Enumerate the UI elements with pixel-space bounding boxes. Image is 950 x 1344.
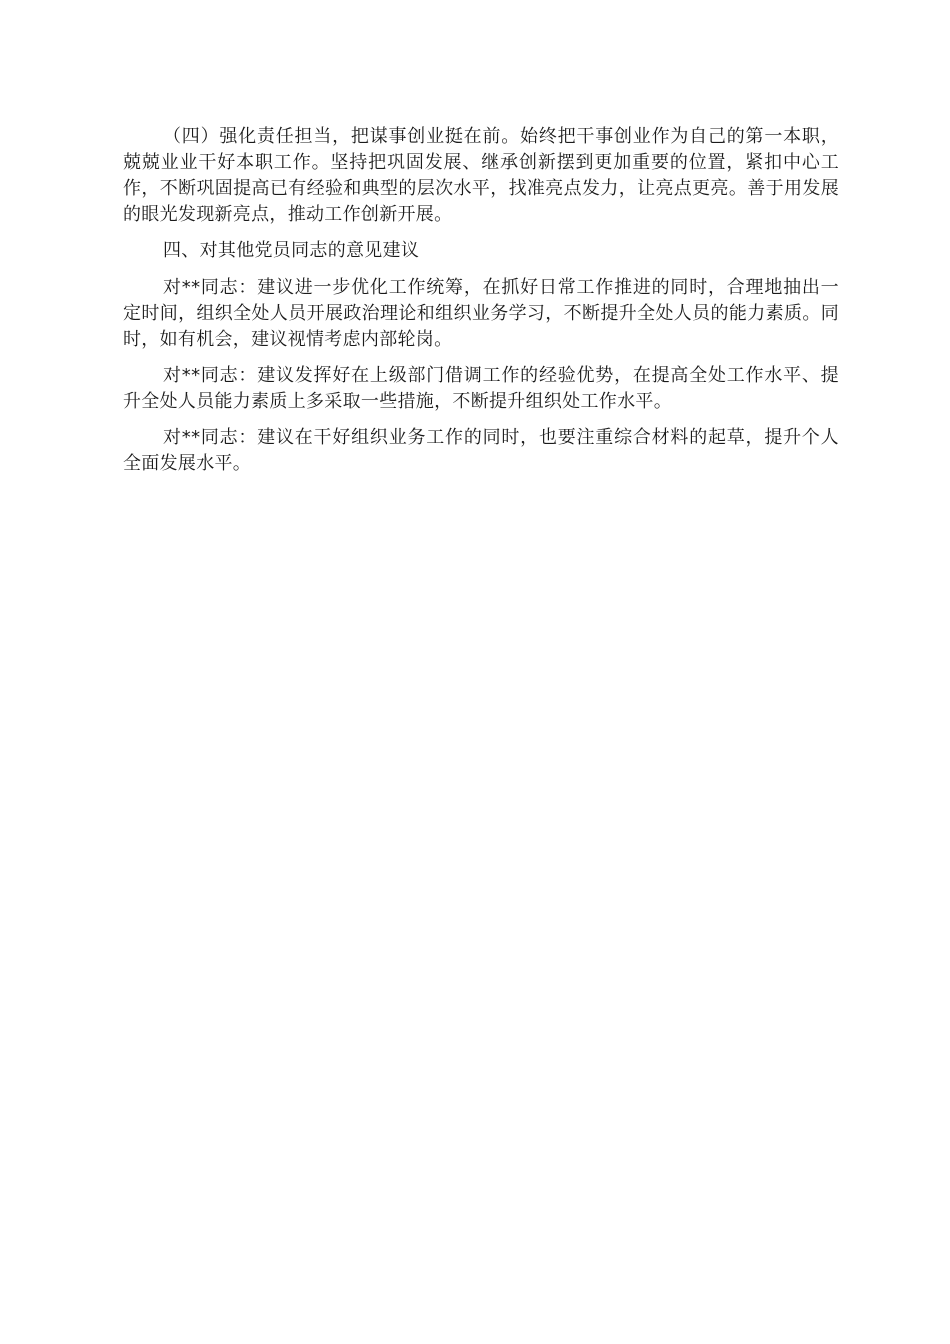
paragraph-suggestion-2: 对**同志：建议发挥好在上级部门借调工作的经验优势，在提高全处工作水平、提升全处人员能力素质上多采取一些措施，不断提升组织处工作水平。: [123, 365, 839, 412]
paragraph-section-four-item: （四）强化责任担当，把谋事创业挺在前。始终把干事创业作为自己的第一本职，兢兢业业干好本职工作。坚持把巩固发展、继承创新摆到更加重要的位置，紧扣中心工作，不断巩固提高已有经验和典型的层次水平，找准亮点发力，让亮点更亮。善于用发展的眼光发现新亮点，推动工作创新开展。: [123, 126, 839, 225]
paragraph-suggestion-1: 对**同志：建议进一步优化工作统筹，在抓好日常工作推进的同时，合理地抽出一定时间，组织全处人员开展政治理论和组织业务学习，不断提升全处人员的能力素质。同时，如有机会，建议视情考虑内部轮岗。: [123, 277, 839, 350]
paragraph-suggestion-3: 对**同志：建议在干好组织业务工作的同时，也要注重综合材料的起草，提升个人全面发展水平。: [123, 427, 839, 474]
section-heading: 四、对其他党员同志的意见建议: [163, 240, 420, 261]
document-page: [123, 124, 839, 487]
